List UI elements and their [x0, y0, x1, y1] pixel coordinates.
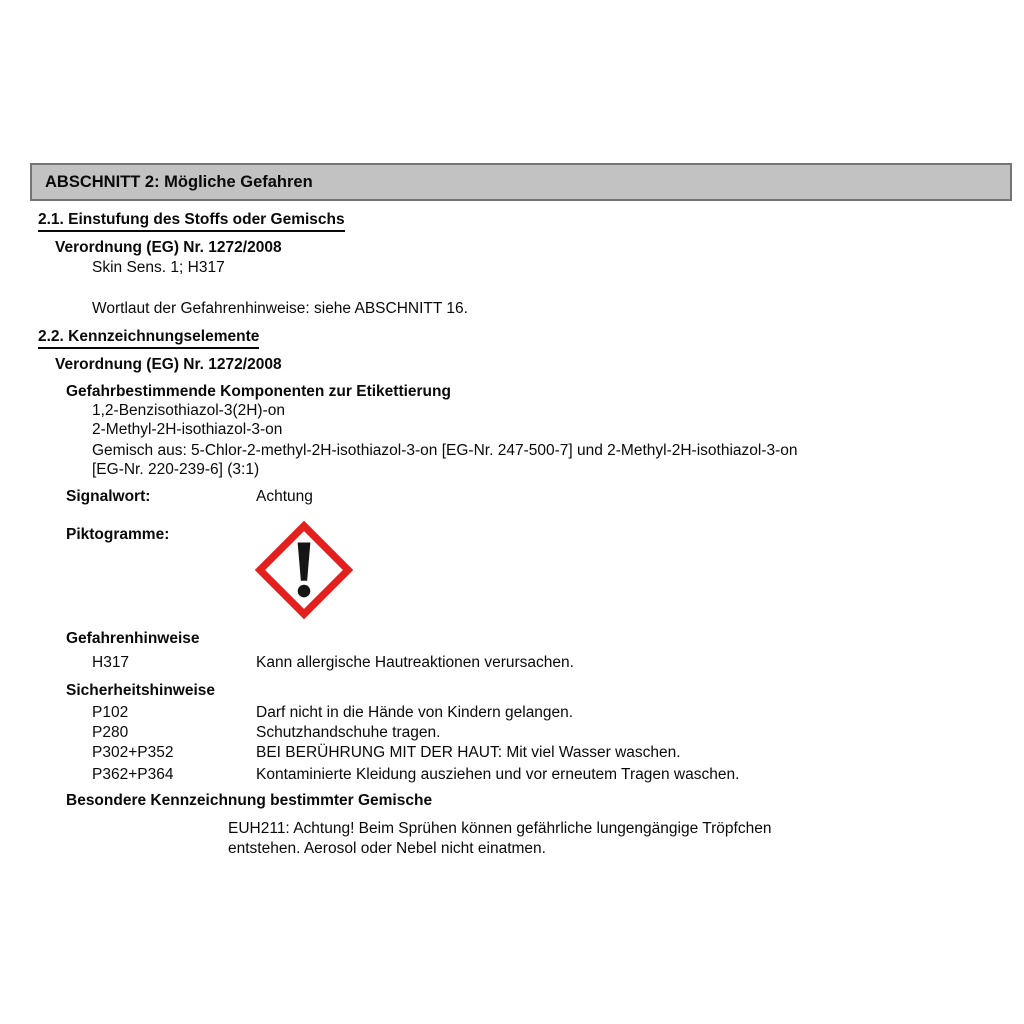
precaution-text: Kontaminierte Kleidung ausziehen und vor erneutem Tragen waschen.	[256, 766, 740, 783]
regulation-heading-2-2: Verordnung (EG) Nr. 1272/2008	[55, 356, 282, 373]
subsection-2-2-heading: 2.2. Kennzeichnungselemente	[38, 327, 259, 349]
hazard-statement-row	[92, 653, 574, 672]
pictograms-label: Piktogramme:	[66, 526, 170, 543]
component-line: Gemisch aus: 5-Chlor-2-methyl-2H-isothiazol-3-on [EG-Nr. 247-500-7] und 2-Methyl-2H-isothiazol-3-on	[92, 442, 798, 459]
precautionary-statement-row	[92, 703, 573, 722]
signal-word-value: Achtung	[256, 488, 313, 505]
precautionary-statement-row	[92, 723, 440, 742]
special-labelling-line: entstehen. Aerosol oder Nebel nicht einatmen.	[228, 840, 546, 857]
hazard-wording-note: Wortlaut der Gefahrenhinweise: siehe ABSCHNITT 16.	[92, 300, 468, 317]
precaution-code: P280	[92, 724, 129, 741]
section-header-title: ABSCHNITT 2: Mögliche Gefahren	[45, 172, 313, 191]
section-header-bar	[30, 163, 1012, 201]
signal-word-label: Signalwort:	[66, 488, 151, 505]
precaution-code: P302+P352	[92, 744, 174, 761]
regulation-heading-2-1: Verordnung (EG) Nr. 1272/2008	[55, 239, 282, 256]
precautionary-statement-row	[92, 765, 739, 784]
hazard-statements-heading: Gefahrenhinweise	[66, 630, 200, 647]
hazard-text: Kann allergische Hautreaktionen verursachen.	[256, 654, 574, 671]
component-line: [EG-Nr. 220-239-6] (3:1)	[92, 461, 260, 478]
ghs07-exclamation-icon	[255, 521, 353, 619]
subsection-2-1-heading: 2.1. Einstufung des Stoffs oder Gemischs	[38, 210, 345, 232]
special-labelling-line: EUH211: Achtung! Beim Sprühen können gefährliche lungengängige Tröpfchen	[228, 820, 772, 837]
precautionary-statements-heading: Sicherheitshinweise	[66, 682, 216, 699]
special-labelling-heading: Besondere Kennzeichnung bestimmter Gemische	[66, 792, 433, 809]
component-line: 2-Methyl-2H-isothiazol-3-on	[92, 421, 283, 438]
component-line: 1,2-Benzisothiazol-3(2H)-on	[92, 402, 285, 419]
precautionary-statement-row	[92, 743, 681, 762]
classification-entry: Skin Sens. 1; H317	[92, 259, 225, 276]
hazard-code: H317	[92, 654, 130, 671]
precaution-code: P102	[92, 704, 129, 721]
precaution-text: Darf nicht in die Hände von Kindern gelangen.	[256, 704, 574, 721]
signal-word-row	[66, 487, 313, 506]
precaution-code: P362+P364	[92, 766, 174, 783]
precaution-text: BEI BERÜHRUNG MIT DER HAUT: Mit viel Wasser waschen.	[256, 744, 681, 761]
precaution-text: Schutzhandschuhe tragen.	[256, 724, 441, 741]
labelling-components-heading: Gefahrbestimmende Komponenten zur Etikettierung	[66, 383, 451, 400]
exclamation-mark-dot	[298, 585, 311, 598]
